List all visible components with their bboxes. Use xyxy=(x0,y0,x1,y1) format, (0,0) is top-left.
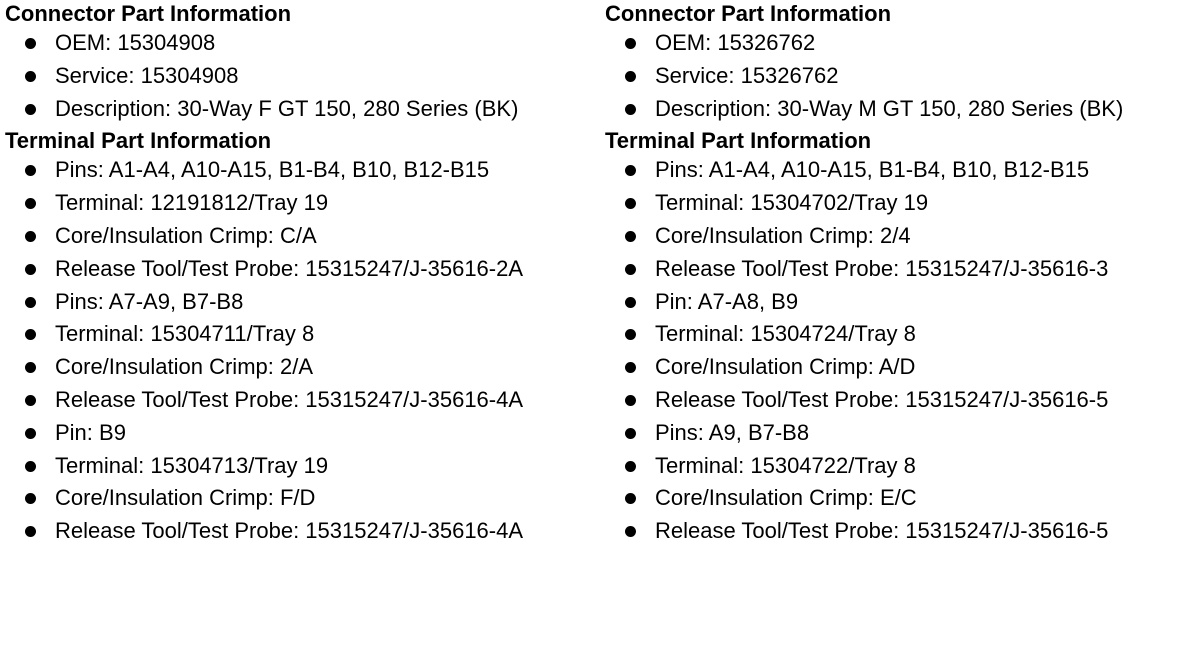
crimp-item: Core/Insulation Crimp: F/D xyxy=(0,482,600,515)
pins-item: Pin: B9 xyxy=(0,417,600,450)
terminal-item: Terminal: 15304711/Tray 8 xyxy=(0,318,600,351)
oem-item: OEM: 15326762 xyxy=(600,27,1200,60)
terminal-item: Terminal: 15304702/Tray 19 xyxy=(600,187,1200,220)
release-tool-item: Release Tool/Test Probe: 15315247/J-35616-5 xyxy=(600,384,1200,417)
terminal-part-heading: Terminal Part Information xyxy=(5,128,272,154)
terminal-item: Terminal: 15304713/Tray 19 xyxy=(0,450,600,483)
terminal-group-3 xyxy=(600,417,1200,548)
pins-item: Pins: A9, B7-B8 xyxy=(600,417,1200,450)
crimp-item: Core/Insulation Crimp: E/C xyxy=(600,482,1200,515)
description-item: Description: 30-Way M GT 150, 280 Series (BK) xyxy=(600,93,1200,126)
terminal-group-1 xyxy=(0,154,600,285)
right-connector-column xyxy=(600,0,1200,548)
release-tool-item: Release Tool/Test Probe: 15315247/J-35616-3 xyxy=(600,253,1200,286)
connector-part-heading: Connector Part Information xyxy=(5,1,292,26)
terminal-item: Terminal: 15304724/Tray 8 xyxy=(600,318,1200,351)
left-connector-column xyxy=(0,0,600,548)
service-item: Service: 15304908 xyxy=(0,60,600,93)
pins-item: Pins: A1-A4, A10-A15, B1-B4, B10, B12-B15 xyxy=(0,154,600,187)
oem-item: OEM: 15304908 xyxy=(0,27,600,60)
pins-item: Pin: A7-A8, B9 xyxy=(600,286,1200,319)
pins-item: Pins: A7-A9, B7-B8 xyxy=(0,286,600,319)
terminal-part-heading: Terminal Part Information xyxy=(605,128,872,154)
release-tool-item: Release Tool/Test Probe: 15315247/J-35616-2A xyxy=(0,253,600,286)
release-tool-item: Release Tool/Test Probe: 15315247/J-35616-4A xyxy=(0,384,600,417)
crimp-item: Core/Insulation Crimp: 2/A xyxy=(0,351,600,384)
description-item: Description: 30-Way F GT 150, 280 Series (BK) xyxy=(0,93,600,126)
terminal-group-3 xyxy=(0,417,600,548)
terminal-group-1 xyxy=(600,154,1200,285)
release-tool-item: Release Tool/Test Probe: 15315247/J-35616-4A xyxy=(0,515,600,548)
terminal-item: Terminal: 15304722/Tray 8 xyxy=(600,450,1200,483)
crimp-item: Core/Insulation Crimp: C/A xyxy=(0,220,600,253)
pins-item: Pins: A1-A4, A10-A15, B1-B4, B10, B12-B15 xyxy=(600,154,1200,187)
connector-info-list xyxy=(600,27,1200,125)
crimp-item: Core/Insulation Crimp: 2/4 xyxy=(600,220,1200,253)
connector-part-heading: Connector Part Information xyxy=(605,1,892,26)
terminal-group-2 xyxy=(600,286,1200,417)
terminal-item: Terminal: 12191812/Tray 19 xyxy=(0,187,600,220)
release-tool-item: Release Tool/Test Probe: 15315247/J-35616-5 xyxy=(600,515,1200,548)
crimp-item: Core/Insulation Crimp: A/D xyxy=(600,351,1200,384)
terminal-group-2 xyxy=(0,286,600,417)
service-item: Service: 15326762 xyxy=(600,60,1200,93)
connector-info-list xyxy=(0,27,600,125)
